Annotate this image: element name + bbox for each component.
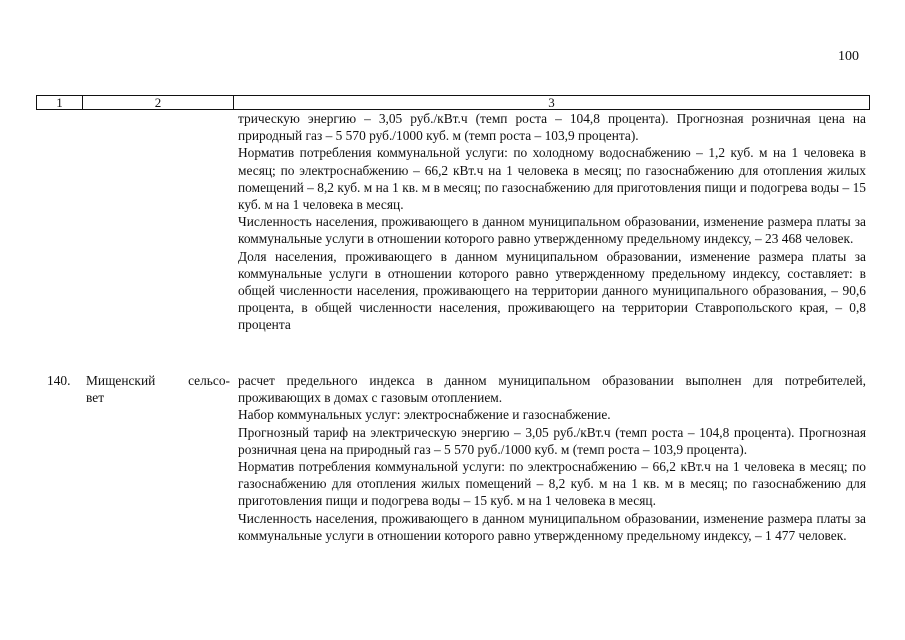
- paragraph: Прогнозный тариф на электрическую энергию – 3,05 руб./кВт.ч (темп роста – 104,8 процента). Прогнозная розничная цена на природный газ – 5 570 руб./1000 куб. м (темп роста – 103,9 процента).: [238, 424, 866, 457]
- paragraph: расчет предельного индекса в данном муниципальном образовании выполнен для потребителей, проживающих в домах с газовым отоплением.: [238, 373, 866, 406]
- municipality-name: [86, 372, 230, 406]
- paragraph: Норматив потребления коммунальной услуги: по электроснабжению – 66,2 кВт.ч на 1 человека в месяц; по газоснабжению для отопления жилых помещений – 8,2 куб. м на 1 кв. м в месяц; по газоснабжению для приготовления пищи и подогрева воды – 15 куб. м на 1 человека в месяц.: [238, 459, 866, 509]
- row-number: 140.: [47, 373, 71, 388]
- header-col-2: 2: [154, 95, 162, 110]
- municipality-name-part: сельсо-: [188, 373, 230, 388]
- continuation-text: [238, 110, 866, 334]
- municipality-name-part: вет: [86, 390, 105, 406]
- page-number: 100: [838, 49, 859, 64]
- paragraph: Доля населения, проживающего в данном муниципальном образовании, изменение размера платы за коммунальные услуги в отношении которого равно утвержденному предельному индексу, составляет: в общей численности населения, проживающего на территории данного муниципального образования, – 90,6 процента, в общей численности населения, проживающего на территории Ставропольского края, – 0,8 процента: [238, 248, 866, 333]
- paragraph: Набор коммунальных услуг: электроснабжение и газоснабжение.: [238, 407, 611, 423]
- municipality-name-part: Мищенский: [86, 373, 156, 388]
- table-header-row: [36, 95, 870, 110]
- header-col-3: 3: [548, 95, 555, 110]
- paragraph: Норматив потребления коммунальной услуги: по холодному водоснабжению – 1,2 куб. м на 1 человека в месяц; по электроснабжению – 66,2 кВт.ч на 1 человека в месяц; по газоснабжению для отопления жилых помещений – 8,2 куб. м на 1 кв. м в месяц; по газоснабжению для приготовления пищи и подогрева воды – 15 куб. м на 1 человека в месяц.: [238, 145, 866, 213]
- row-140-text: [238, 372, 866, 544]
- paragraph: Численность населения, проживающего в данном муниципальном образовании, изменение размера платы за коммунальные услуги в отношении которого равно утвержденному предельному индексу, – 23 468 человек.: [238, 214, 866, 247]
- header-col-1: 1: [56, 95, 63, 110]
- paragraph: трическую энергию – 3,05 руб./кВт.ч (темп роста – 104,8 процента). Прогнозная розничная цена на природный газ – 5 570 руб./1000 куб. м (темп роста – 103,9 процента).: [238, 111, 866, 144]
- paragraph: Численность населения, проживающего в данном муниципальном образовании, изменение размера платы за коммунальные услуги в отношении которого равно утвержденному предельному индексу, – 1 477 человек.: [238, 510, 866, 543]
